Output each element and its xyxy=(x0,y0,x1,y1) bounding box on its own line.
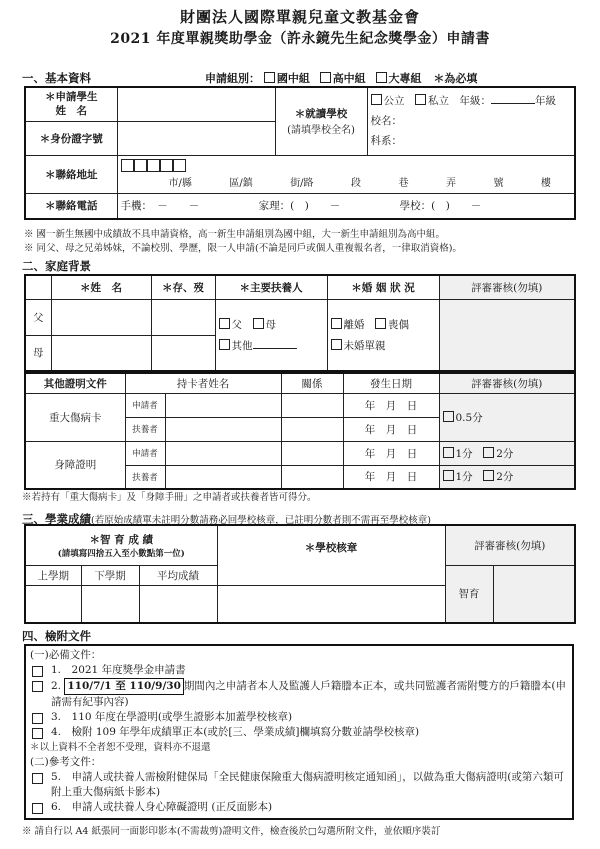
address-field[interactable]: 市/縣 區/鎮 街/路 段 巷 弄 號 樓 xyxy=(117,155,575,193)
header: ＊主要扶養人 xyxy=(215,275,327,299)
family-table xyxy=(24,274,576,372)
marital-options[interactable]: 離婚 喪偶 未婚單親 xyxy=(327,299,439,371)
review-field xyxy=(439,299,575,371)
header: 關係 xyxy=(281,373,343,393)
header: 持卡者姓名 xyxy=(125,373,281,393)
cert-table xyxy=(24,372,576,490)
checkbox[interactable] xyxy=(32,713,43,724)
row-label: 父 xyxy=(25,299,51,335)
card-holder[interactable] xyxy=(165,465,281,489)
card-holder[interactable] xyxy=(165,441,281,465)
header: ＊存、歿 xyxy=(151,275,215,299)
section1-title: 一、基本資料 xyxy=(22,71,91,85)
relation[interactable] xyxy=(281,441,343,465)
student-name-field[interactable] xyxy=(117,87,275,121)
row-label: 母 xyxy=(25,335,51,371)
relation[interactable] xyxy=(281,393,343,417)
grade-field[interactable] xyxy=(139,585,217,623)
date[interactable]: 年 月 日 xyxy=(343,465,439,489)
cert-type: 重大傷病卡 xyxy=(25,393,125,441)
relation[interactable] xyxy=(281,465,343,489)
warning: ＊以上資料不全者恕不受理，資料亦不退還 xyxy=(30,742,211,753)
role: 扶養者 xyxy=(125,417,165,441)
phone-label: ＊聯絡電話 xyxy=(25,193,117,219)
zhiyu-header: ＊智 育 成 績 (請填寫四捨五入至小數點第一位) xyxy=(25,525,217,565)
id-label: ＊身份證字號 xyxy=(25,121,117,155)
note: ※ 同父、母之兄弟姊妹，不論校別、學歷，限一人申請(不論是同戶或個人重複報名者，一律取消資格)。 xyxy=(24,243,462,254)
section3-heading: 三、學業成績(若原始成績單未註明分數請務必回學校核章，已註明分數者則不需再至學校核章) xyxy=(22,512,431,526)
status-field[interactable] xyxy=(151,335,215,371)
checkbox[interactable] xyxy=(320,72,331,83)
header: 其他證明文件 xyxy=(25,373,125,393)
doc-item: 4. 檢附 109 年學年成績單正本(或於[三、學業成績]欄填寫分數並請學校核章) xyxy=(51,726,420,738)
header: ＊婚 姻 狀 況 xyxy=(327,275,439,299)
role: 申請者 xyxy=(125,441,165,465)
guardian-options[interactable]: 父 母 其他 xyxy=(215,299,327,371)
checkbox[interactable] xyxy=(376,72,387,83)
review-field xyxy=(493,565,575,623)
date[interactable]: 年 月 日 xyxy=(343,441,439,465)
header: 發生日期 xyxy=(343,373,439,393)
school-stamp: ＊學校核章 xyxy=(217,525,445,585)
section2-title: 二、家庭背景 xyxy=(22,259,91,273)
doc-item: 2. 110/7/1 至 110/9/30 期間內之申請者本人及監護人戶籍謄本正本，或共同監護者需附雙方的戶籍謄本(申請需有紀事內容) xyxy=(51,680,567,708)
note: ※ 國一新生無國中成績故不具申請資格，高一新生申請組別為國中組，大一新生申請組別為高中組。 xyxy=(24,229,446,240)
status-field[interactable] xyxy=(151,299,215,335)
address-label: ＊聯絡地址 xyxy=(25,155,117,193)
grade-field[interactable] xyxy=(81,585,139,623)
role: 申請者 xyxy=(125,393,165,417)
ref-head: (二)參考文件： xyxy=(30,756,102,768)
doc-item: 5. 申請人或扶養人需檢附健保局「全民健康保險重大傷病證明核定通知函」，以做為重大傷病證明(或第六類可附上重大傷病紙卡影本) xyxy=(51,771,564,798)
phone-field[interactable]: 手機： － － 家理：( ) － 學校：( ) － xyxy=(117,193,575,219)
note: ※若持有「重大傷病卡」及「身障手冊」之申請者或扶養者皆可得分。 xyxy=(22,492,317,503)
checkbox[interactable] xyxy=(32,728,43,739)
role: 扶養者 xyxy=(125,465,165,489)
grades-table xyxy=(24,524,576,624)
doc-item: 1. 2021 年度獎學金申請書 xyxy=(51,664,186,676)
student-name-label: ＊申請學生 姓 名 xyxy=(25,87,117,121)
score-box: 1分 2分 xyxy=(439,441,575,465)
footer-note: ※ 請自行以 A4 紙張同一面影印影本(不需裁剪)證明文件，檢查後於□勾選所附文件，並依順序裝訂 xyxy=(22,826,441,837)
doc-item: 6. 申請人或扶養人身心障礙證明 (正反面影本) xyxy=(51,801,273,813)
review-header: 評審審核(勿填) xyxy=(445,525,575,565)
checkbox[interactable] xyxy=(264,72,275,83)
card-holder[interactable] xyxy=(165,393,281,417)
required-head: (一)必備文件： xyxy=(30,649,102,661)
score-box: 0.5分 xyxy=(439,393,575,441)
checkbox[interactable] xyxy=(32,681,43,692)
section4-title: 四、檢附文件 xyxy=(22,629,91,643)
header: ＊姓 名 xyxy=(51,275,151,299)
school-label: ＊就讀學校 (請填學校全名) xyxy=(275,87,367,155)
col-header: 平均成績 xyxy=(139,565,217,585)
doc-item: 3. 110 年度在學證明(或學生證影本加蓋學校核章) xyxy=(51,711,293,723)
school-info[interactable]: 公立 私立 年級： 年級 校名： 科系： xyxy=(367,87,575,155)
name-field[interactable] xyxy=(51,335,151,371)
org-title: 財團法人國際單親兒童文教基金會 xyxy=(179,8,420,26)
date[interactable]: 年 月 日 xyxy=(343,393,439,417)
checkbox[interactable] xyxy=(32,803,43,814)
col-header: 上學期 xyxy=(25,565,81,585)
header: 評審審核(勿填) xyxy=(439,275,575,299)
documents-box xyxy=(24,644,574,820)
date[interactable]: 年 月 日 xyxy=(343,417,439,441)
checkbox[interactable] xyxy=(32,666,43,677)
relation[interactable] xyxy=(281,417,343,441)
name-field[interactable] xyxy=(51,299,151,335)
header: 評審審核(勿填) xyxy=(439,373,575,393)
id-field[interactable] xyxy=(117,121,275,155)
form-title: 2021 年度單親獎助學金（許永鏡先生紀念獎學金）申請書 xyxy=(110,31,490,47)
score-box: 1分 2分 xyxy=(439,465,575,489)
zhiyu-label: 智育 xyxy=(445,565,493,623)
basic-info-table xyxy=(24,86,576,220)
cert-type: 身障證明 xyxy=(25,441,125,489)
grade-field[interactable] xyxy=(25,585,81,623)
checkbox[interactable] xyxy=(32,773,43,784)
card-holder[interactable] xyxy=(165,417,281,441)
apply-group: 申請組別： 國中組 高中組 大專組 ＊為必填 xyxy=(205,72,478,85)
col-header: 下學期 xyxy=(81,565,139,585)
